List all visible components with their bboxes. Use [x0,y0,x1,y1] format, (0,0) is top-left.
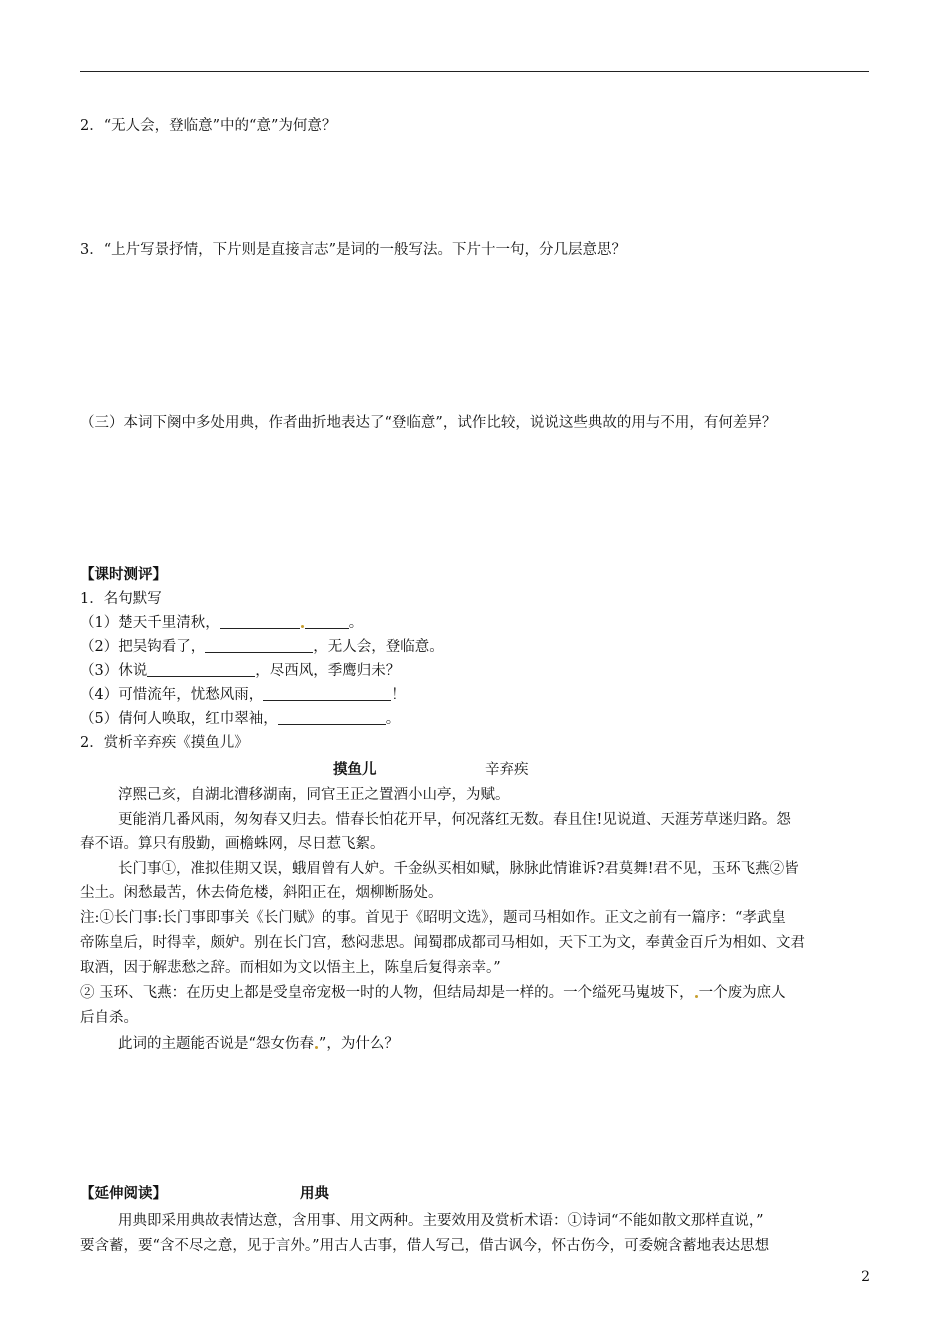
mark-dot [315,1046,318,1049]
note-1-line-1: 注:①长门事:长门事即事关《长门赋》的事。首见于《昭明文选》，题司马相如作。正文之前有一篇序：“孝武皇 [80,910,786,926]
question-2 [80,116,336,136]
poem-question: 此词的主题能否说是“怨女伤春 ”，为什么？ [118,1036,399,1052]
extend-paragraph-line-1: 用典即采用典故表情达意，含用事、用文两种。主要效用及赏析术语：①诗词“不能如散文那样直说，” [118,1213,764,1229]
test-item-2-title: 2．赏析辛弃疾《摸鱼儿》 [80,735,249,751]
poem-author: 辛弃疾 [485,762,529,778]
poem-preface: 淳熙己亥，自湖北漕移湖南，同官王正之置酒小山亭，为赋。 [118,787,510,803]
poem-stanza-2-line-2: 尘土。闲愁最苦，休去倚危楼，斜阳正在，烟柳断肠处。 [80,885,443,901]
fill-blank-3: （3）休说 ，尽西风，季鹰归未？ [80,663,401,679]
test-heading: 【课时测评】 [80,567,167,583]
note-2-line-1: ② 玉环、飞燕：在历史上都是受皇帝宠极一时的人物，但结局却是一样的。一个缢死马嵬坡下， 一个废为庶人 [80,985,786,1001]
blank-1a[interactable] [220,614,300,629]
extend-heading: 【延伸阅读】 [80,1186,167,1202]
poem-stanza-2-line-1: 长门事①，准拟佳期又误，蛾眉曾有人妒。千金纵买相如赋，脉脉此情谁诉?君莫舞!君不见，玉环飞燕②皆 [118,861,799,877]
blank-3[interactable] [147,662,255,677]
blank-4[interactable] [263,686,391,701]
extend-paragraph-line-2: 要含蓄，要“含不尽之意，见于言外。”用古人古事，借人写己，借古讽今，怀古伤今，可委婉含蓄地表达思想 [80,1238,770,1254]
page-number: 2 [861,1269,870,1285]
extend-title: 用典 [300,1186,329,1202]
poem-title: 摸鱼儿 [333,762,377,778]
mark-dot [301,625,304,628]
question-section-three [80,413,776,433]
fill-blank-4: （4）可惜流年，忧愁风雨， ！ [80,687,406,703]
question-2-text: 2．“无人会，登临意”中的“意”为何意？ [80,118,337,134]
mark-dot [695,995,698,998]
header-rule [80,71,869,72]
blank-1b[interactable] [305,614,349,629]
fill-blank-1: （1）楚天千里清秋， 。 [80,615,364,631]
poem-stanza-1-line-1: 更能消几番风雨，匆匆春又归去。惜春长怕花开早，何况落红无数。春且住!见说道、天涯芳草迷归路。怨 [118,812,791,828]
poem-stanza-1-line-2: 春不语。算只有殷勤，画檐蛛网，尽日惹飞絮。 [80,836,385,852]
test-item-1-title: 1．名句默写 [80,591,162,607]
note-1-line-3: 取酒，因于解悲愁之辞。而相如为文以悟主上，陈皇后复得亲幸。” [80,960,501,976]
question-3 [80,240,626,260]
question-section-three-text: （三）本词下阕中多处用典，作者曲折地表达了“登临意”，试作比较，说说这些典故的用与不用，有何差异？ [80,415,777,431]
blank-2[interactable] [205,638,313,653]
question-3-text: 3．“上片写景抒情，下片则是直接言志”是词的一般写法。下片十一句，分几层意思？ [80,242,627,258]
blank-5[interactable] [278,710,386,725]
fill-blank-5: （5）倩何人唤取，红巾翠袖， 。 [80,711,401,727]
note-2-line-2: 后自杀。 [80,1010,138,1026]
note-1-line-2: 帝陈皇后，时得幸，颇妒。别在长门宫，愁闷悲思。闻蜀郡成都司马相如，天下工为文，奉黄金百斤为相如、文君 [80,935,805,951]
fill-blank-2: （2）把吴钩看了， ，无人会，登临意。 [80,639,444,655]
